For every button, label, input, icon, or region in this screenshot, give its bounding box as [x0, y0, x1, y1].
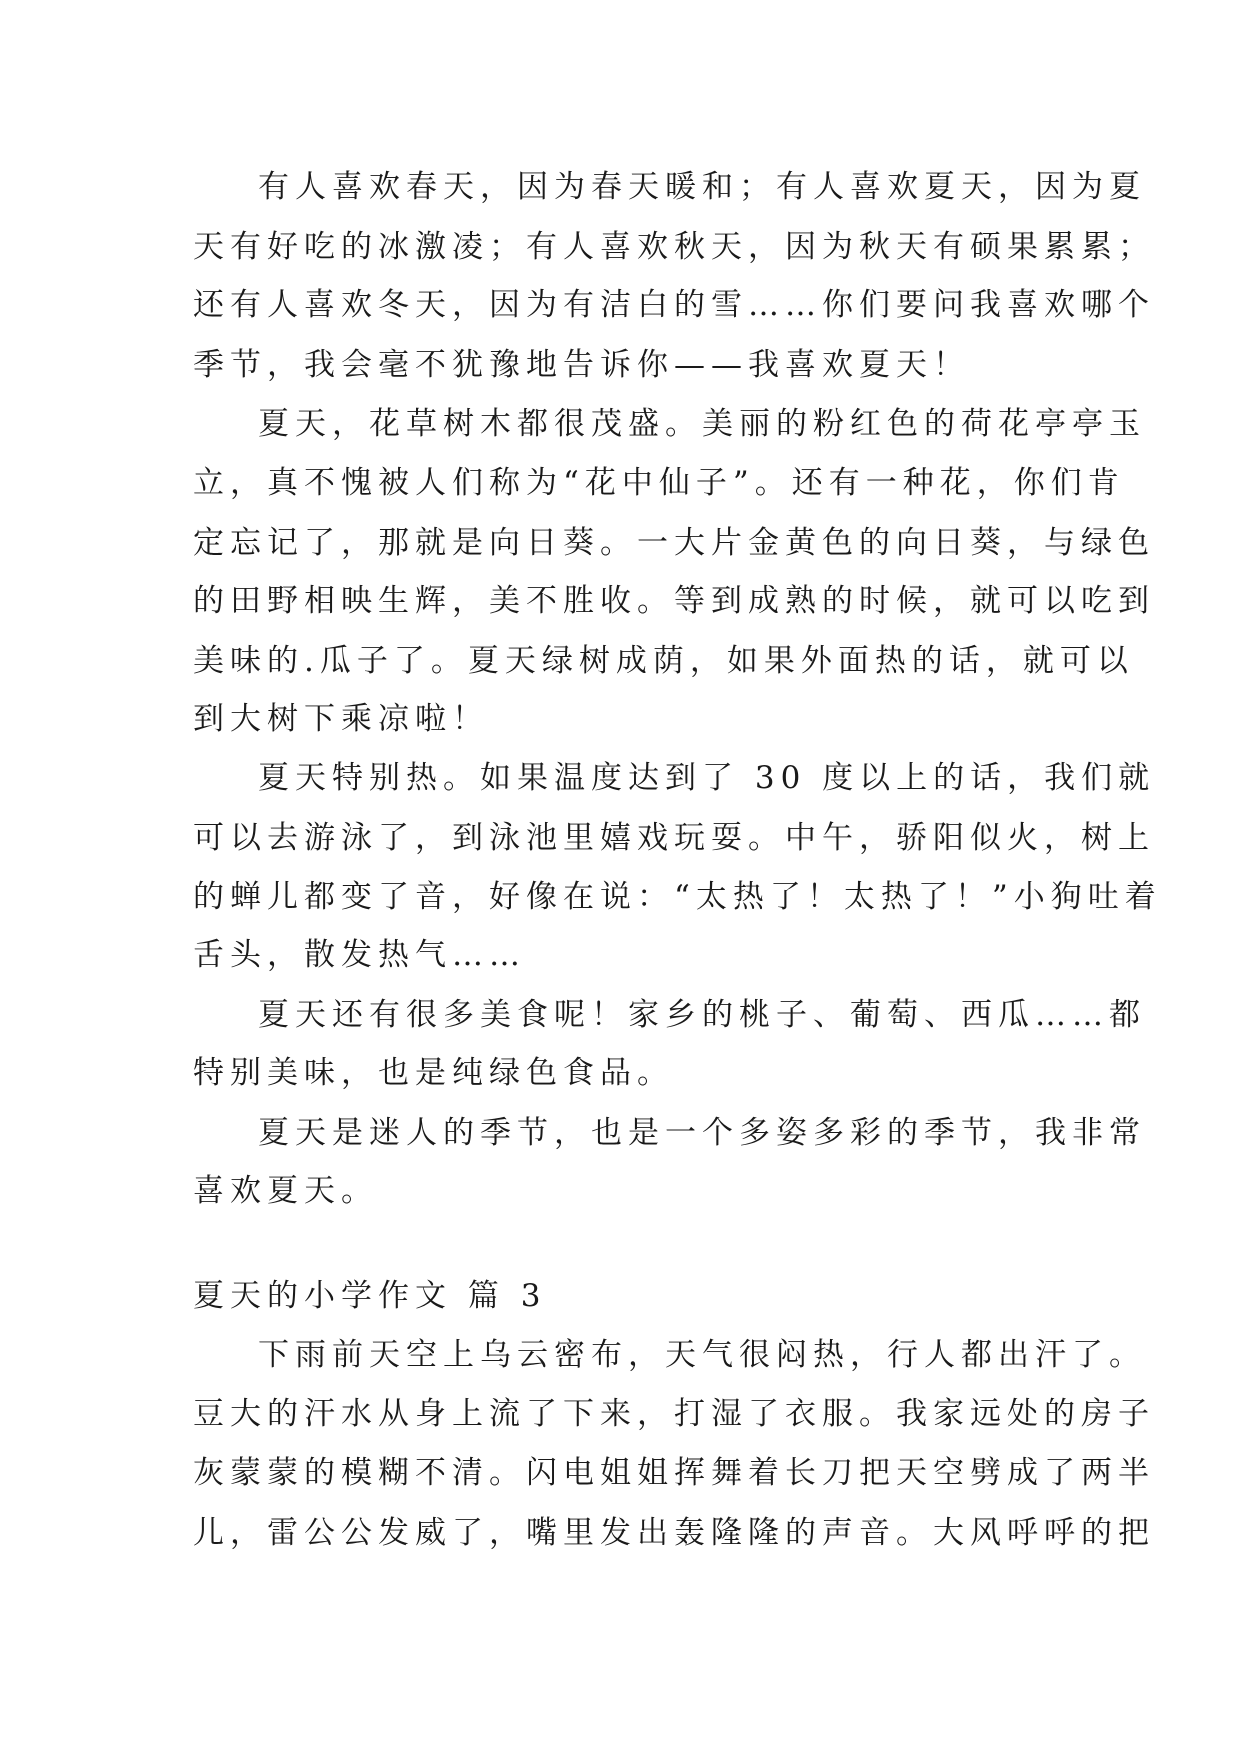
text-line: 有人喜欢春天，因为春天暖和；有人喜欢夏天，因为夏 — [258, 169, 1146, 205]
text-line: 季节，我会毫不犹豫地告诉你——我喜欢夏天！ — [193, 347, 970, 383]
text-line: 下雨前天空上乌云密布，天气很闷热，行人都出汗了。 — [258, 1337, 1146, 1373]
text-line: 特别美味，也是纯绿色食品。 — [193, 1055, 674, 1091]
text-line: 夏天，花草树木都很茂盛。美丽的粉红色的荷花亭亭玉 — [258, 406, 1146, 442]
text-line: 喜欢夏天。 — [193, 1173, 378, 1209]
text-line: 天有好吃的冰激凌；有人喜欢秋天，因为秋天有硕果累累； — [193, 229, 1155, 265]
text-line: 豆大的汗水从身上流了下来，打湿了衣服。我家远处的房子 — [193, 1396, 1155, 1432]
section-heading: 夏天的小学作文 篇 3 — [193, 1278, 547, 1314]
text-line: 夏天还有很多美食呢！家乡的桃子、葡萄、西瓜……都 — [258, 997, 1146, 1033]
text-line: 的蝉儿都变了音，好像在说：“太热了！太热了！”小狗吐着 — [193, 879, 1162, 915]
text-line: 夏天是迷人的季节，也是一个多姿多彩的季节，我非常 — [258, 1115, 1146, 1151]
text-line: 舌头，散发热气…… — [193, 937, 526, 973]
text-line: 立，真不愧被人们称为“花中仙子”。还有一种花，你们肯 — [193, 465, 1125, 501]
text-line: 夏天特别热。如果温度达到了 30 度以上的话，我们就 — [258, 760, 1156, 796]
text-line: 还有人喜欢冬天，因为有洁白的雪……你们要问我喜欢哪个 — [193, 287, 1155, 323]
text-line: 美味的.瓜子了。夏天绿树成荫，如果外面热的话，就可以 — [193, 643, 1134, 679]
text-line: 可以去游泳了，到泳池里嬉戏玩耍。中午，骄阳似火，树上 — [193, 820, 1155, 856]
text-line: 到大树下乘凉啦！ — [193, 701, 489, 737]
text-line: 灰蒙蒙的模糊不清。闪电姐姐挥舞着长刀把天空劈成了两半 — [193, 1455, 1155, 1491]
text-line: 的田野相映生辉，美不胜收。等到成熟的时候，就可以吃到 — [193, 583, 1155, 619]
text-line: 儿，雷公公发威了，嘴里发出轰隆隆的声音。大风呼呼的把 — [193, 1515, 1155, 1551]
text-line: 定忘记了，那就是向日葵。一大片金黄色的向日葵，与绿色 — [193, 525, 1155, 561]
